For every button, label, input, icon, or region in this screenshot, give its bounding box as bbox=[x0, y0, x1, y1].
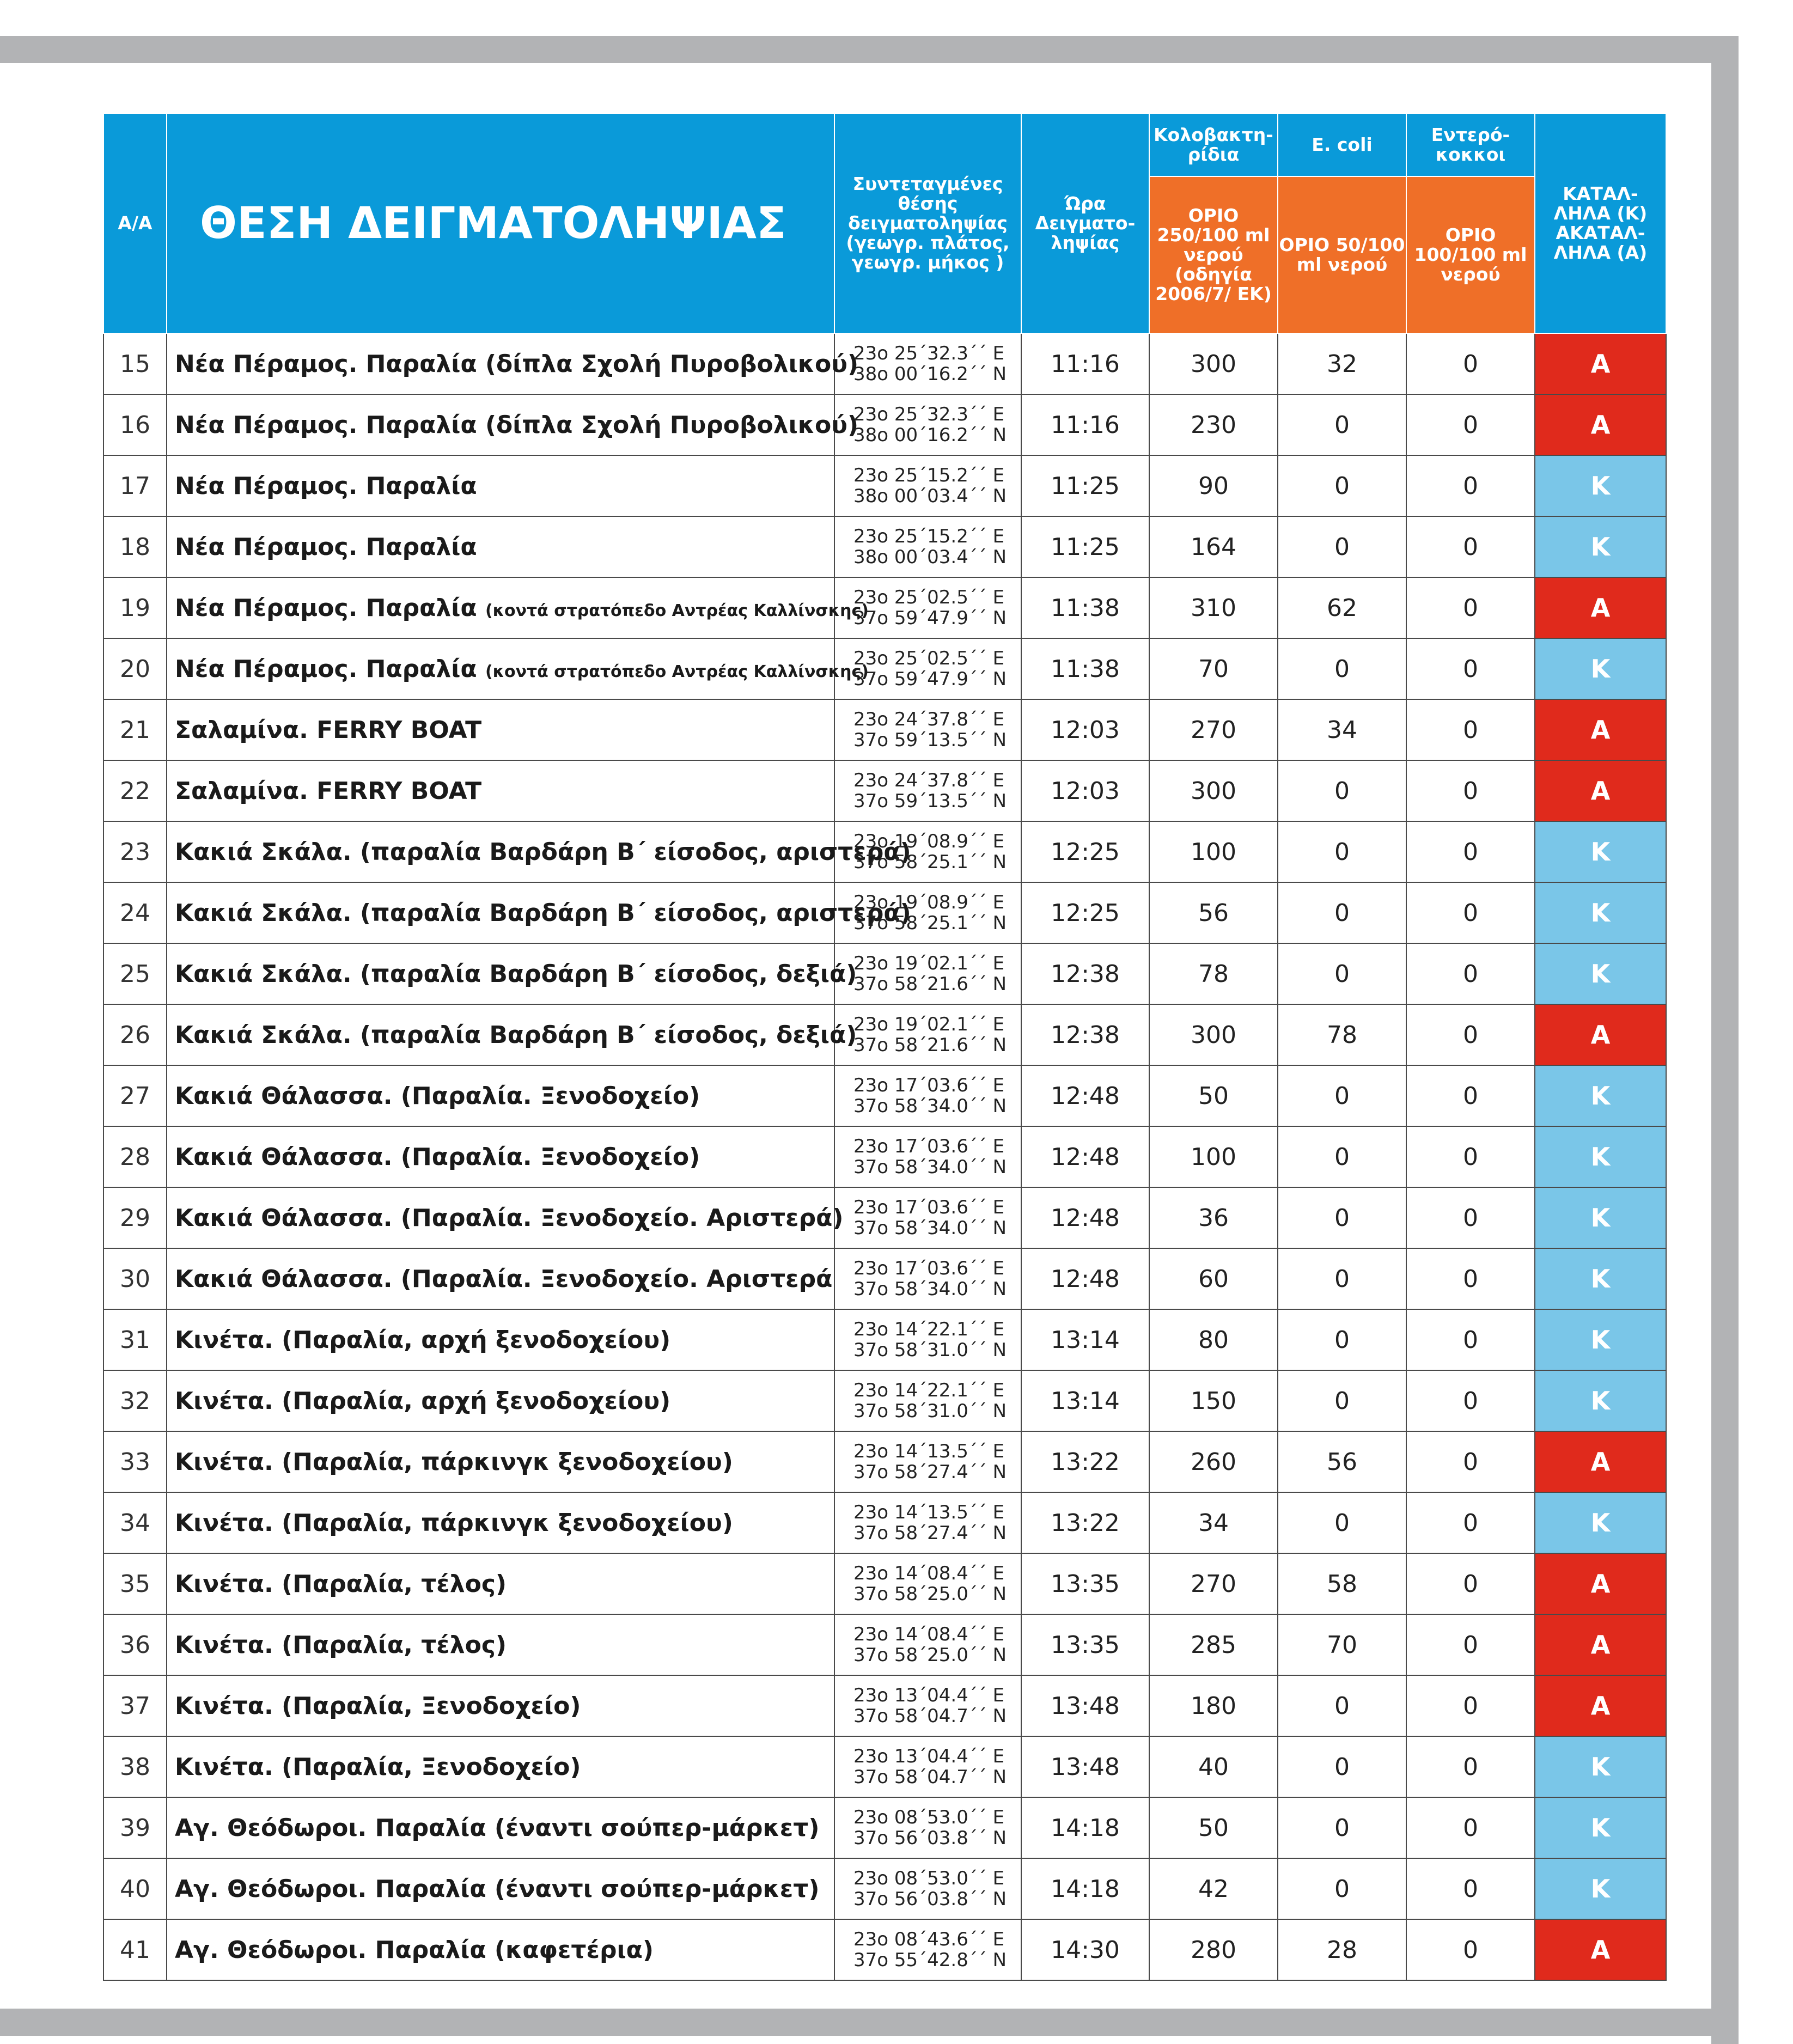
row-number: 23 bbox=[103, 821, 167, 882]
coliforms-cell: 180 bbox=[1149, 1675, 1278, 1736]
coordinates-cell: 23ο 08΄53.0΄΄ E 37ο 56΄03.8΄΄ N bbox=[834, 1797, 1021, 1858]
enterococci-cell: 0 bbox=[1406, 1004, 1535, 1065]
coliforms-cell: 90 bbox=[1149, 455, 1278, 516]
coliforms-cell: 42 bbox=[1149, 1858, 1278, 1919]
ecoli-cell: 0 bbox=[1278, 1309, 1406, 1370]
ecoli-cell: 0 bbox=[1278, 1126, 1406, 1187]
coliforms-cell: 230 bbox=[1149, 394, 1278, 455]
location-text: Αγ. Θεόδωροι. Παραλία (καφετέρια) bbox=[175, 1936, 654, 1964]
result-badge: Κ bbox=[1535, 1065, 1666, 1126]
coliforms-cell: 300 bbox=[1149, 760, 1278, 821]
result-badge: Α bbox=[1535, 333, 1666, 394]
location-cell bbox=[167, 1675, 834, 1736]
time-cell: 12:48 bbox=[1021, 1065, 1149, 1126]
row-number: 26 bbox=[103, 1004, 167, 1065]
table-header bbox=[103, 113, 1666, 333]
table-row bbox=[103, 699, 1666, 760]
location-text: Σαλαμίνα. FERRY BOAT bbox=[175, 716, 482, 744]
row-number: 32 bbox=[103, 1370, 167, 1431]
ecoli-cell: 0 bbox=[1278, 943, 1406, 1004]
location-cell bbox=[167, 1736, 834, 1797]
location-cell bbox=[167, 1004, 857, 1065]
coliforms-cell: 310 bbox=[1149, 577, 1278, 638]
enterococci-cell: 0 bbox=[1406, 333, 1535, 394]
result-badge: Α bbox=[1535, 760, 1666, 821]
time-cell: 11:25 bbox=[1021, 516, 1149, 577]
coordinates-cell: 23ο 25΄32.3΄΄ E 38ο 00΄16.2΄΄ N bbox=[834, 394, 1021, 455]
table-row bbox=[103, 1065, 1666, 1126]
location-cell bbox=[167, 1126, 834, 1187]
result-badge: Α bbox=[1535, 394, 1666, 455]
ecoli-cell: 0 bbox=[1278, 1370, 1406, 1431]
table-row bbox=[103, 1248, 1666, 1309]
frame-top-bar bbox=[0, 36, 1739, 63]
result-badge: Κ bbox=[1535, 1492, 1666, 1553]
ecoli-cell: 0 bbox=[1278, 638, 1406, 699]
enterococci-cell: 0 bbox=[1406, 1492, 1535, 1553]
row-number: 24 bbox=[103, 882, 167, 943]
table-row bbox=[103, 394, 1666, 455]
time-cell: 13:48 bbox=[1021, 1675, 1149, 1736]
table-row bbox=[103, 821, 1666, 882]
result-badge: Α bbox=[1535, 1553, 1666, 1614]
coordinates-cell: 23ο 14΄13.5΄΄ E 37ο 58΄27.4΄΄ N bbox=[834, 1431, 1021, 1492]
row-number: 28 bbox=[103, 1126, 167, 1187]
header-ecoli-limit: ΟΡΙΟ 50/100 ml νερού bbox=[1278, 176, 1406, 333]
row-number: 25 bbox=[103, 943, 167, 1004]
time-cell: 11:38 bbox=[1021, 577, 1149, 638]
header-result: ΚΑΤΑΛ-ΛΗΛΑ (Κ) ΑΚΑΤΑΛ-ΛΗΛΑ (Α) bbox=[1535, 113, 1666, 333]
location-cell bbox=[167, 1309, 834, 1370]
coliforms-cell: 40 bbox=[1149, 1736, 1278, 1797]
enterococci-cell: 0 bbox=[1406, 1248, 1535, 1309]
coliforms-cell: 270 bbox=[1149, 1553, 1278, 1614]
result-badge: Κ bbox=[1535, 516, 1666, 577]
location-text: Κινέτα. (Παραλία, Ξενοδοχείο) bbox=[175, 1753, 581, 1781]
location-cell bbox=[167, 1187, 844, 1248]
time-cell: 11:16 bbox=[1021, 394, 1149, 455]
coordinates-cell: 23ο 14΄22.1΄΄ E 37ο 58΄31.0΄΄ N bbox=[834, 1370, 1021, 1431]
ecoli-cell: 0 bbox=[1278, 394, 1406, 455]
ecoli-cell: 0 bbox=[1278, 1248, 1406, 1309]
location-note: (κοντά στρατόπεδο Αντρέας Καλλίνσκης) bbox=[485, 662, 869, 681]
coliforms-cell: 50 bbox=[1149, 1065, 1278, 1126]
time-cell: 12:03 bbox=[1021, 699, 1149, 760]
ecoli-cell: 32 bbox=[1278, 333, 1406, 394]
location-cell bbox=[167, 1370, 834, 1431]
enterococci-cell: 0 bbox=[1406, 1553, 1535, 1614]
header-coliforms: Κολοβακτη-ρίδια bbox=[1149, 113, 1278, 176]
time-cell: 13:14 bbox=[1021, 1370, 1149, 1431]
enterococci-cell: 0 bbox=[1406, 882, 1535, 943]
location-text: Σαλαμίνα. FERRY BOAT bbox=[175, 777, 482, 805]
time-cell: 12:25 bbox=[1021, 821, 1149, 882]
enterococci-cell: 0 bbox=[1406, 1370, 1535, 1431]
coliforms-cell: 300 bbox=[1149, 1004, 1278, 1065]
coordinates-cell: 23ο 17΄03.6΄΄ E 37ο 58΄34.0΄΄ N bbox=[834, 1248, 1021, 1309]
time-cell: 11:25 bbox=[1021, 455, 1149, 516]
coliforms-cell: 34 bbox=[1149, 1492, 1278, 1553]
location-text: Κινέτα. (Παραλία, τέλος) bbox=[175, 1570, 507, 1598]
coliforms-cell: 100 bbox=[1149, 1126, 1278, 1187]
ecoli-cell: 0 bbox=[1278, 882, 1406, 943]
enterococci-cell: 0 bbox=[1406, 1675, 1535, 1736]
time-cell: 11:38 bbox=[1021, 638, 1149, 699]
table-body bbox=[103, 333, 1666, 1980]
row-number: 41 bbox=[103, 1919, 167, 1980]
result-badge: Α bbox=[1535, 1431, 1666, 1492]
row-number: 38 bbox=[103, 1736, 167, 1797]
location-cell bbox=[167, 1614, 834, 1675]
table-row bbox=[103, 1492, 1666, 1553]
enterococci-cell: 0 bbox=[1406, 577, 1535, 638]
row-number: 19 bbox=[103, 577, 167, 638]
ecoli-cell: 0 bbox=[1278, 1858, 1406, 1919]
header-ecoli: E. coli bbox=[1278, 113, 1406, 176]
coordinates-cell: 23ο 14΄08.4΄΄ E 37ο 58΄25.0΄΄ N bbox=[834, 1553, 1021, 1614]
location-text: Κινέτα. (Παραλία, αρχή ξενοδοχείου) bbox=[175, 1326, 671, 1354]
header-coordinates: Συντεταγμένες θέσης δειγματοληψίας (γεωγρ. πλάτος, γεωγρ. μήκος ) bbox=[834, 113, 1021, 333]
header-enterococci: Εντερό-κοκκοι bbox=[1406, 113, 1535, 176]
row-number: 27 bbox=[103, 1065, 167, 1126]
row-number: 21 bbox=[103, 699, 167, 760]
time-cell: 12:48 bbox=[1021, 1126, 1149, 1187]
table-row bbox=[103, 1858, 1666, 1919]
location-text: Νέα Πέραμος. Παραλία bbox=[175, 472, 477, 500]
location-cell bbox=[167, 577, 869, 638]
location-text: Κακιά Σκάλα. (παραλία Βαρδάρη Β΄ είσοδος, δεξιά) bbox=[175, 1021, 857, 1049]
coordinates-cell: 23ο 13΄04.4΄΄ E 37ο 58΄04.7΄΄ N bbox=[834, 1675, 1021, 1736]
location-text: Κακιά Σκάλα. (παραλία Βαρδάρη Β΄ είσοδος, αριστερά) bbox=[175, 899, 911, 927]
coordinates-cell: 23ο 19΄08.9΄΄ E 37ο 58΄25.1΄΄ N bbox=[834, 821, 1021, 882]
enterococci-cell: 0 bbox=[1406, 638, 1535, 699]
ecoli-cell: 0 bbox=[1278, 1492, 1406, 1553]
result-badge: Κ bbox=[1535, 1248, 1666, 1309]
result-badge: Κ bbox=[1535, 1797, 1666, 1858]
coliforms-cell: 285 bbox=[1149, 1614, 1278, 1675]
location-text: Αγ. Θεόδωροι. Παραλία (έναντι σούπερ-μάρκετ) bbox=[175, 1875, 820, 1903]
time-cell: 13:22 bbox=[1021, 1431, 1149, 1492]
table-row bbox=[103, 1004, 1666, 1065]
coordinates-cell: 23ο 13΄04.4΄΄ E 37ο 58΄04.7΄΄ N bbox=[834, 1736, 1021, 1797]
enterococci-cell: 0 bbox=[1406, 1126, 1535, 1187]
location-note: (κοντά στρατόπεδο Αντρέας Καλλίνσκης) bbox=[485, 601, 869, 620]
enterococci-cell: 0 bbox=[1406, 943, 1535, 1004]
location-text: Κινέτα. (Παραλία, αρχή ξενοδοχείου) bbox=[175, 1387, 671, 1415]
result-badge: Κ bbox=[1535, 1370, 1666, 1431]
coordinates-cell: 23ο 14΄13.5΄΄ E 37ο 58΄27.4΄΄ N bbox=[834, 1492, 1021, 1553]
ecoli-cell: 70 bbox=[1278, 1614, 1406, 1675]
ecoli-cell: 0 bbox=[1278, 1187, 1406, 1248]
time-cell: 14:18 bbox=[1021, 1858, 1149, 1919]
table-row bbox=[103, 455, 1666, 516]
row-number: 20 bbox=[103, 638, 167, 699]
location-text: Κακιά Θάλασσα. (Παραλία. Ξενοδοχείο) bbox=[175, 1082, 700, 1110]
coordinates-cell: 23ο 14΄22.1΄΄ E 37ο 58΄31.0΄΄ N bbox=[834, 1309, 1021, 1370]
location-cell bbox=[167, 1492, 834, 1553]
coliforms-cell: 50 bbox=[1149, 1797, 1278, 1858]
location-cell bbox=[167, 821, 911, 882]
row-number: 39 bbox=[103, 1797, 167, 1858]
time-cell: 13:48 bbox=[1021, 1736, 1149, 1797]
time-cell: 14:18 bbox=[1021, 1797, 1149, 1858]
coordinates-cell: 23ο 17΄03.6΄΄ E 37ο 58΄34.0΄΄ N bbox=[834, 1187, 1021, 1248]
location-cell bbox=[167, 333, 859, 394]
row-number: 17 bbox=[103, 455, 167, 516]
coordinates-cell: 23ο 25΄32.3΄΄ E 38ο 00΄16.2΄΄ N bbox=[834, 333, 1021, 394]
table-row bbox=[103, 943, 1666, 1004]
frame-right-bar bbox=[1711, 36, 1739, 2044]
header-aa: Α/Α bbox=[103, 113, 167, 333]
location-cell bbox=[167, 699, 834, 760]
time-cell: 12:48 bbox=[1021, 1248, 1149, 1309]
enterococci-cell: 0 bbox=[1406, 1187, 1535, 1248]
row-number: 34 bbox=[103, 1492, 167, 1553]
coliforms-cell: 150 bbox=[1149, 1370, 1278, 1431]
location-cell bbox=[167, 516, 834, 577]
location-text: Νέα Πέραμος. Παραλία bbox=[175, 594, 477, 622]
header-time: Ώρα Δειγματο-ληψίας bbox=[1021, 113, 1149, 333]
location-text: Αγ. Θεόδωροι. Παραλία (έναντι σούπερ-μάρκετ) bbox=[175, 1814, 820, 1842]
coordinates-cell: 23ο 08΄53.0΄΄ E 37ο 56΄03.8΄΄ N bbox=[834, 1858, 1021, 1919]
table-row bbox=[103, 1797, 1666, 1858]
location-text: Κινέτα. (Παραλία, πάρκινγκ ξενοδοχείου) bbox=[175, 1448, 733, 1476]
result-badge: Κ bbox=[1535, 821, 1666, 882]
coliforms-cell: 60 bbox=[1149, 1248, 1278, 1309]
table-row bbox=[103, 1370, 1666, 1431]
result-badge: Κ bbox=[1535, 882, 1666, 943]
location-cell bbox=[167, 1919, 834, 1980]
time-cell: 12:38 bbox=[1021, 1004, 1149, 1065]
location-text: Κακιά Σκάλα. (παραλία Βαρδάρη Β΄ είσοδος, αριστερά) bbox=[175, 838, 911, 866]
time-cell: 13:35 bbox=[1021, 1614, 1149, 1675]
time-cell: 12:48 bbox=[1021, 1187, 1149, 1248]
coordinates-cell: 23ο 19΄02.1΄΄ E 37ο 58΄21.6΄΄ N bbox=[834, 1004, 1021, 1065]
coliforms-cell: 270 bbox=[1149, 699, 1278, 760]
row-number: 35 bbox=[103, 1553, 167, 1614]
table-row bbox=[103, 1309, 1666, 1370]
row-number: 37 bbox=[103, 1675, 167, 1736]
result-badge: Α bbox=[1535, 1919, 1666, 1980]
table-row bbox=[103, 1919, 1666, 1980]
result-badge: Κ bbox=[1535, 1126, 1666, 1187]
ecoli-cell: 34 bbox=[1278, 699, 1406, 760]
coliforms-cell: 78 bbox=[1149, 943, 1278, 1004]
result-badge: Α bbox=[1535, 1614, 1666, 1675]
location-text: Νέα Πέραμος. Παραλία bbox=[175, 655, 477, 683]
location-cell bbox=[167, 943, 857, 1004]
coordinates-cell: 23ο 17΄03.6΄΄ E 37ο 58΄34.0΄΄ N bbox=[834, 1065, 1021, 1126]
result-badge: Κ bbox=[1535, 1187, 1666, 1248]
result-badge: Κ bbox=[1535, 943, 1666, 1004]
ecoli-cell: 0 bbox=[1278, 1797, 1406, 1858]
time-cell: 11:16 bbox=[1021, 333, 1149, 394]
table-row bbox=[103, 760, 1666, 821]
coliforms-cell: 100 bbox=[1149, 821, 1278, 882]
location-cell bbox=[167, 1431, 834, 1492]
table-row bbox=[103, 882, 1666, 943]
enterococci-cell: 0 bbox=[1406, 1797, 1535, 1858]
table-row bbox=[103, 1675, 1666, 1736]
row-number: 15 bbox=[103, 333, 167, 394]
header-enterococci-limit: ΟΡΙΟ 100/100 ml νερού bbox=[1406, 176, 1535, 333]
location-cell bbox=[167, 455, 834, 516]
row-number: 29 bbox=[103, 1187, 167, 1248]
coliforms-cell: 260 bbox=[1149, 1431, 1278, 1492]
location-cell bbox=[167, 1797, 834, 1858]
enterococci-cell: 0 bbox=[1406, 699, 1535, 760]
location-cell bbox=[167, 760, 834, 821]
location-cell bbox=[167, 1065, 834, 1126]
coordinates-cell: 23ο 14΄08.4΄΄ E 37ο 58΄25.0΄΄ N bbox=[834, 1614, 1021, 1675]
ecoli-cell: 0 bbox=[1278, 821, 1406, 882]
location-cell bbox=[167, 1553, 834, 1614]
location-text: Κακιά Θάλασσα. (Παραλία. Ξενοδοχείο) bbox=[175, 1143, 700, 1171]
time-cell: 12:03 bbox=[1021, 760, 1149, 821]
result-badge: Α bbox=[1535, 699, 1666, 760]
coliforms-cell: 70 bbox=[1149, 638, 1278, 699]
ecoli-cell: 0 bbox=[1278, 1675, 1406, 1736]
location-text: Κινέτα. (Παραλία, τέλος) bbox=[175, 1631, 507, 1659]
location-text: Κινέτα. (Παραλία, Ξενοδοχείο) bbox=[175, 1692, 581, 1720]
enterococci-cell: 0 bbox=[1406, 394, 1535, 455]
ecoli-cell: 0 bbox=[1278, 1065, 1406, 1126]
table-row bbox=[103, 1126, 1666, 1187]
row-number: 22 bbox=[103, 760, 167, 821]
location-text: Κινέτα. (Παραλία, πάρκινγκ ξενοδοχείου) bbox=[175, 1509, 733, 1537]
header-location: ΘΕΣΗ ΔΕΙΓΜΑΤΟΛΗΨΙΑΣ bbox=[167, 113, 834, 333]
location-text: Νέα Πέραμος. Παραλία (δίπλα Σχολή Πυροβολικού) bbox=[175, 411, 859, 439]
coliforms-cell: 164 bbox=[1149, 516, 1278, 577]
table-row bbox=[103, 1614, 1666, 1675]
time-cell: 13:14 bbox=[1021, 1309, 1149, 1370]
table-row bbox=[103, 638, 1666, 699]
result-badge: Α bbox=[1535, 577, 1666, 638]
enterococci-cell: 0 bbox=[1406, 760, 1535, 821]
ecoli-cell: 62 bbox=[1278, 577, 1406, 638]
location-text: Κακιά Θάλασσα. (Παραλία. Ξενοδοχείο. Αριστερά) bbox=[175, 1204, 844, 1232]
enterococci-cell: 0 bbox=[1406, 1919, 1535, 1980]
coordinates-cell: 23ο 24΄37.8΄΄ E 37ο 59΄13.5΄΄ N bbox=[834, 760, 1021, 821]
row-number: 31 bbox=[103, 1309, 167, 1370]
result-badge: Α bbox=[1535, 1675, 1666, 1736]
time-cell: 12:38 bbox=[1021, 943, 1149, 1004]
ecoli-cell: 0 bbox=[1278, 760, 1406, 821]
location-cell bbox=[167, 1858, 834, 1919]
ecoli-cell: 78 bbox=[1278, 1004, 1406, 1065]
coordinates-cell: 23ο 25΄02.5΄΄ E 37ο 59΄47.9΄΄ N bbox=[834, 638, 1021, 699]
time-cell: 13:22 bbox=[1021, 1492, 1149, 1553]
table-row bbox=[103, 516, 1666, 577]
time-cell: 13:35 bbox=[1021, 1553, 1149, 1614]
coliforms-cell: 56 bbox=[1149, 882, 1278, 943]
ecoli-cell: 0 bbox=[1278, 1736, 1406, 1797]
table-row bbox=[103, 1736, 1666, 1797]
table-row bbox=[103, 1553, 1666, 1614]
enterococci-cell: 0 bbox=[1406, 821, 1535, 882]
enterococci-cell: 0 bbox=[1406, 1065, 1535, 1126]
location-cell bbox=[167, 394, 859, 455]
location-cell bbox=[167, 638, 869, 699]
table-row bbox=[103, 577, 1666, 638]
row-number: 33 bbox=[103, 1431, 167, 1492]
table-row bbox=[103, 1187, 1666, 1248]
location-text: Κακιά Θάλασσα. (Παραλία. Ξενοδοχείο. Αριστερά bbox=[175, 1265, 833, 1293]
location-text: Νέα Πέραμος. Παραλία bbox=[175, 533, 477, 561]
coordinates-cell: 23ο 19΄02.1΄΄ E 37ο 58΄21.6΄΄ N bbox=[834, 943, 1021, 1004]
enterococci-cell: 0 bbox=[1406, 1736, 1535, 1797]
location-cell bbox=[167, 882, 911, 943]
row-number: 30 bbox=[103, 1248, 167, 1309]
table-row bbox=[103, 333, 1666, 394]
time-cell: 14:30 bbox=[1021, 1919, 1149, 1980]
enterococci-cell: 0 bbox=[1406, 455, 1535, 516]
coliforms-cell: 80 bbox=[1149, 1309, 1278, 1370]
result-badge: Κ bbox=[1535, 1858, 1666, 1919]
row-number: 36 bbox=[103, 1614, 167, 1675]
frame-bottom-bar bbox=[0, 2009, 1739, 2036]
coordinates-cell: 23ο 25΄15.2΄΄ E 38ο 00΄03.4΄΄ N bbox=[834, 455, 1021, 516]
location-text: Νέα Πέραμος. Παραλία (δίπλα Σχολή Πυροβολικού) bbox=[175, 350, 859, 378]
sampling-results-table bbox=[103, 113, 1667, 1981]
ecoli-cell: 58 bbox=[1278, 1553, 1406, 1614]
coliforms-cell: 280 bbox=[1149, 1919, 1278, 1980]
location-text: Κακιά Σκάλα. (παραλία Βαρδάρη Β΄ είσοδος, δεξιά) bbox=[175, 960, 857, 988]
ecoli-cell: 0 bbox=[1278, 516, 1406, 577]
location-cell bbox=[167, 1248, 834, 1309]
header-coliforms-limit: ΟΡΙΟ 250/100 ml νερού (οδηγία 2006/7/ ΕΚ) bbox=[1149, 176, 1278, 333]
coordinates-cell: 23ο 25΄02.5΄΄ E 37ο 59΄47.9΄΄ N bbox=[834, 577, 1021, 638]
row-number: 18 bbox=[103, 516, 167, 577]
ecoli-cell: 28 bbox=[1278, 1919, 1406, 1980]
result-badge: Κ bbox=[1535, 1309, 1666, 1370]
coordinates-cell: 23ο 25΄15.2΄΄ E 38ο 00΄03.4΄΄ N bbox=[834, 516, 1021, 577]
result-badge: Α bbox=[1535, 1004, 1666, 1065]
result-badge: Κ bbox=[1535, 638, 1666, 699]
result-badge: Κ bbox=[1535, 1736, 1666, 1797]
ecoli-cell: 0 bbox=[1278, 455, 1406, 516]
coordinates-cell: 23ο 24΄37.8΄΄ E 37ο 59΄13.5΄΄ N bbox=[834, 699, 1021, 760]
row-number: 16 bbox=[103, 394, 167, 455]
coordinates-cell: 23ο 19΄08.9΄΄ E 37ο 58΄25.1΄΄ N bbox=[834, 882, 1021, 943]
enterococci-cell: 0 bbox=[1406, 1309, 1535, 1370]
coliforms-cell: 300 bbox=[1149, 333, 1278, 394]
row-number: 40 bbox=[103, 1858, 167, 1919]
coordinates-cell: 23ο 17΄03.6΄΄ E 37ο 58΄34.0΄΄ N bbox=[834, 1126, 1021, 1187]
enterococci-cell: 0 bbox=[1406, 1858, 1535, 1919]
enterococci-cell: 0 bbox=[1406, 1614, 1535, 1675]
coordinates-cell: 23ο 08΄43.6΄΄ E 37ο 55΄42.8΄΄ N bbox=[834, 1919, 1021, 1980]
ecoli-cell: 56 bbox=[1278, 1431, 1406, 1492]
table-row bbox=[103, 1431, 1666, 1492]
time-cell: 12:25 bbox=[1021, 882, 1149, 943]
result-badge: Κ bbox=[1535, 455, 1666, 516]
enterococci-cell: 0 bbox=[1406, 516, 1535, 577]
enterococci-cell: 0 bbox=[1406, 1431, 1535, 1492]
coliforms-cell: 36 bbox=[1149, 1187, 1278, 1248]
